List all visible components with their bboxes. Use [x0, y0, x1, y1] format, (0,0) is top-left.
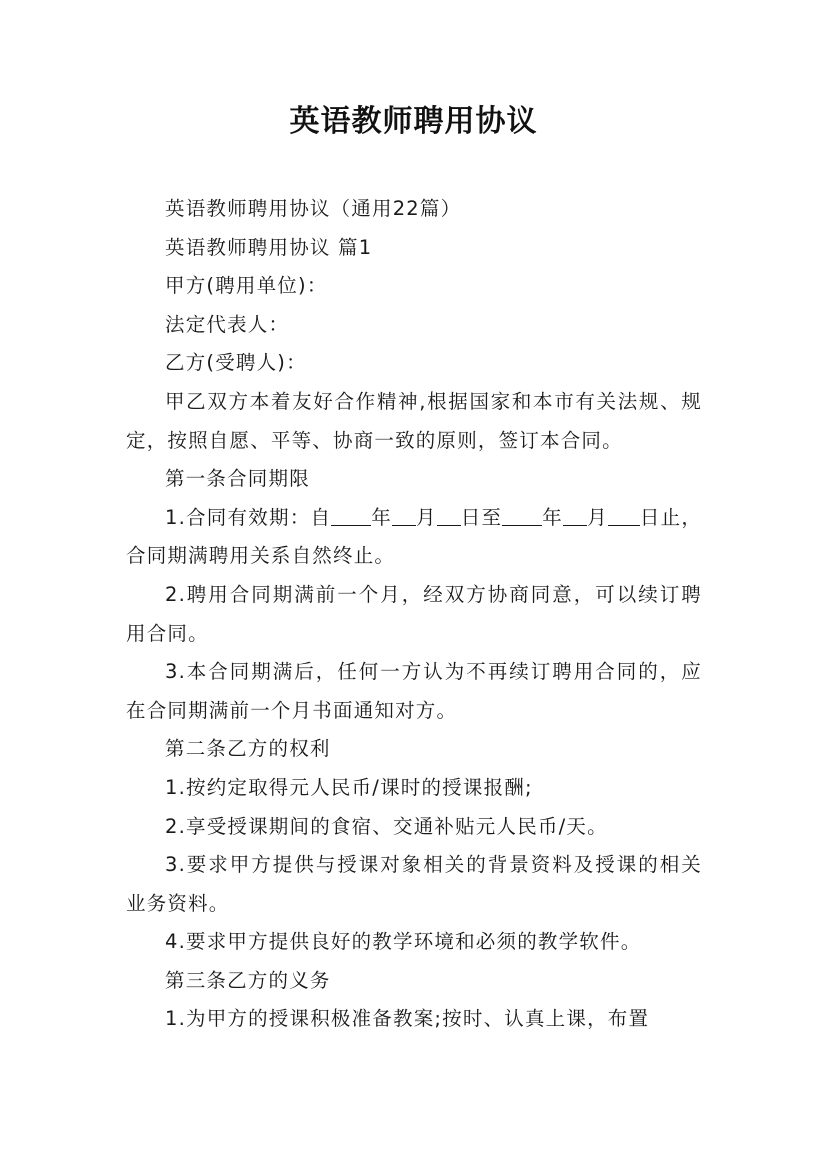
blank-line [437, 505, 461, 526]
blank-line [563, 505, 587, 526]
term-text-7: 日止，合同期满聘用关系自然终止。 [126, 505, 703, 568]
paragraph-party-a: 甲方(聘用单位)： [165, 274, 328, 298]
paragraph-obligation-1: 1.为甲方的授课积极准备教案;按时、认真上课，布置 [165, 1007, 650, 1031]
document-body [126, 190, 702, 1039]
paragraph-article-2-heading: 第二条乙方的权利 [165, 737, 331, 761]
paragraph-renewal: 2.聘用合同期满前一个月，经双方协商同意，可以续订聘用合同。 [126, 582, 702, 645]
term-text-1: 1.合同有效期：自 [165, 505, 332, 529]
blank-line [331, 505, 371, 526]
term-text-6: 月 [587, 505, 608, 529]
document-title: 英语教师聘用协议 [289, 104, 538, 139]
paragraph-article-3-heading: 第三条乙方的义务 [165, 968, 331, 992]
paragraph-right-4: 4.要求甲方提供良好的教学环境和必须的教学软件。 [165, 930, 642, 954]
term-text-4: 日至 [460, 505, 503, 529]
paragraph-contract-term [126, 499, 702, 576]
blank-line [608, 505, 640, 526]
paragraph-legal-representative: 法定代表人： [165, 312, 290, 336]
paragraph-section-heading: 英语教师聘用协议 篇1 [165, 235, 373, 259]
paragraph-party-b: 乙方(受聘人)： [165, 351, 307, 375]
paragraph-right-3: 3.要求甲方提供与授课对象相关的背景资料及授课的相关业务资料。 [126, 853, 702, 915]
paragraph-article-1-heading: 第一条合同期限 [165, 467, 310, 491]
paragraph-right-1: 1.按约定取得元人民币/课时的授课报酬; [165, 775, 533, 799]
paragraph-non-renewal-notice: 3.本合同期满后，任何一方认为不再续订聘用合同的，应在合同期满前一个月书面通知对方。 [126, 660, 702, 722]
paragraph-subtitle: 英语教师聘用协议（通用22篇） [165, 197, 462, 220]
term-text-5: 年 [542, 505, 564, 529]
blank-line [502, 505, 542, 526]
term-text-2: 年 [371, 505, 392, 529]
blank-line [392, 505, 416, 526]
paragraph-preamble: 甲乙双方本着友好合作精神,根据国家和本市有关法规、规定，按照自愿、平等、协商一致的原则，签订本合同。 [126, 389, 702, 452]
term-text-3: 月 [415, 505, 437, 529]
paragraph-right-2: 2.享受授课期间的食宿、交通补贴元人民币/天。 [165, 814, 608, 838]
